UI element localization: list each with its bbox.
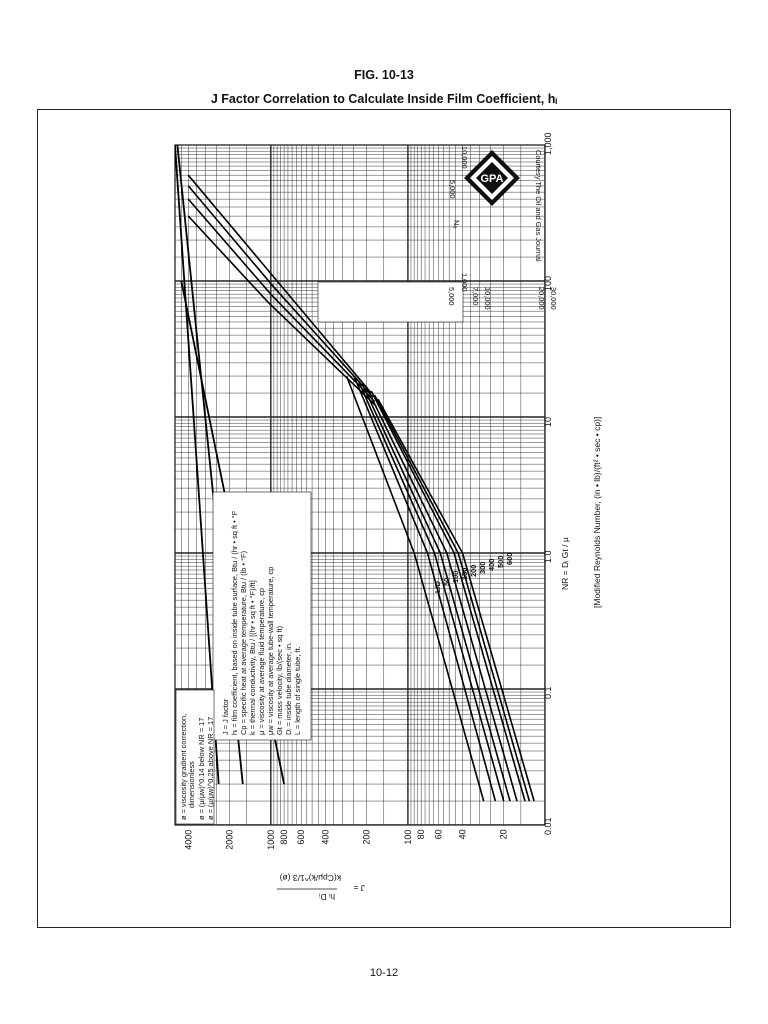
y-axis-denominator: k(Cpμ/k)^1/3 (ø) — [279, 873, 341, 883]
nr-line-label: 10,000 — [460, 146, 469, 169]
phi-line: ø = (μ/μw)^0.25 above NR = 17 — [206, 716, 215, 820]
ld-value-label: 300 — [478, 561, 487, 574]
legend-line: k = thermal conductivity, Btu / [(hr • sq ft • °F)/ft] — [248, 580, 257, 735]
legend-line: Gt = mass velocity, lb/(sec • sq ft) — [275, 625, 284, 735]
re-label: 7,000 — [471, 287, 480, 306]
y-axis-numerator: hᵢ Dᵢ — [319, 892, 335, 902]
x-tick-label: 1.0 — [543, 550, 553, 563]
svg-text:GPA: GPA — [480, 173, 504, 185]
y-tick-label: 80 — [416, 829, 427, 840]
figure-subtitle: J Factor Correlation to Calculate Inside Film Coefficient, hᵢ — [210, 92, 558, 106]
x-tick-label: 1,000 — [543, 132, 553, 155]
legend-line: μw = viscosity at average tube-wall temperature, cp — [266, 566, 275, 735]
ld-symbol: L/D — [433, 581, 442, 593]
nr-axis-symbol: Nₐ — [452, 220, 461, 229]
legend-line: Cp = specific heat at average temperature, Btu / (lb • °F) — [239, 550, 248, 735]
ld-value-label: 50 — [442, 577, 451, 586]
legend-line: J = J factor — [221, 698, 230, 735]
legend-line: μ = viscosity at average fluid temperature, cp — [257, 587, 266, 735]
x-tick-label: 100 — [543, 275, 553, 291]
y-tick-label: 1000 — [265, 829, 276, 850]
re-label: 10,000 — [483, 287, 492, 310]
y-tick-label: 600 — [296, 829, 307, 845]
x-tick-label: 10 — [543, 416, 553, 427]
page-number: 10-12 — [369, 967, 399, 979]
x-tick-label: 0.01 — [543, 817, 553, 835]
ld-value-label: 200 — [469, 564, 478, 577]
ld-value-label: 150 — [460, 567, 469, 580]
courtesy-note: Courtesy The Oil and Gas Journal — [534, 150, 543, 262]
legend-line: Dᵢ = inside tube diameter, in. — [284, 642, 293, 735]
ld-value-label: 100 — [451, 570, 460, 583]
x-tick-label: 0.1 — [543, 686, 553, 699]
y-tick-labels — [183, 829, 508, 849]
ld-value-label: 500 — [496, 555, 505, 568]
x-axis-description: [Modified Reynolds Number, (in • lb)/(ft² • sec • cp)] — [592, 416, 602, 608]
y-tick-label: 60 — [433, 829, 444, 840]
ld-value-label: 600 — [505, 552, 514, 565]
y-axis-lhs: J = — [353, 883, 365, 893]
y-tick-label: 40 — [457, 829, 468, 840]
re-label: 5,000 — [447, 287, 456, 306]
y-tick-label: 400 — [320, 829, 331, 845]
ld-value-label: 400 — [487, 558, 496, 571]
y-tick-label: 2000 — [224, 829, 235, 850]
re-label: 1,000 — [460, 273, 469, 292]
y-tick-label: 20 — [498, 829, 509, 840]
re-inset-box — [318, 282, 463, 322]
phi-line: ø = viscosity gradient correction, — [179, 713, 188, 820]
re-label: 20,000 — [537, 287, 546, 310]
legend-line: hᵢ = film coefficient, based on inside tube surface, Btu / (hr • sq ft • °F — [230, 510, 239, 735]
y-tick-label: 4000 — [183, 829, 194, 850]
phi-line: dimensionless — [187, 761, 196, 808]
x-axis-formula: NR = Dᵢ Gt / μ — [560, 537, 570, 590]
phi-line: ø = (μ/μw)^0.14 below NR = 17 — [197, 717, 206, 820]
y-tick-label: 200 — [361, 829, 372, 845]
re-label: 30,000 — [549, 287, 558, 310]
y-tick-label: 100 — [402, 829, 413, 845]
legend-line: L = length of single tube, ft. — [293, 646, 302, 735]
nr-line-label: 5,000 — [448, 180, 457, 199]
y-tick-label: 800 — [279, 829, 290, 845]
figure-title: FIG. 10-13 — [354, 68, 414, 82]
